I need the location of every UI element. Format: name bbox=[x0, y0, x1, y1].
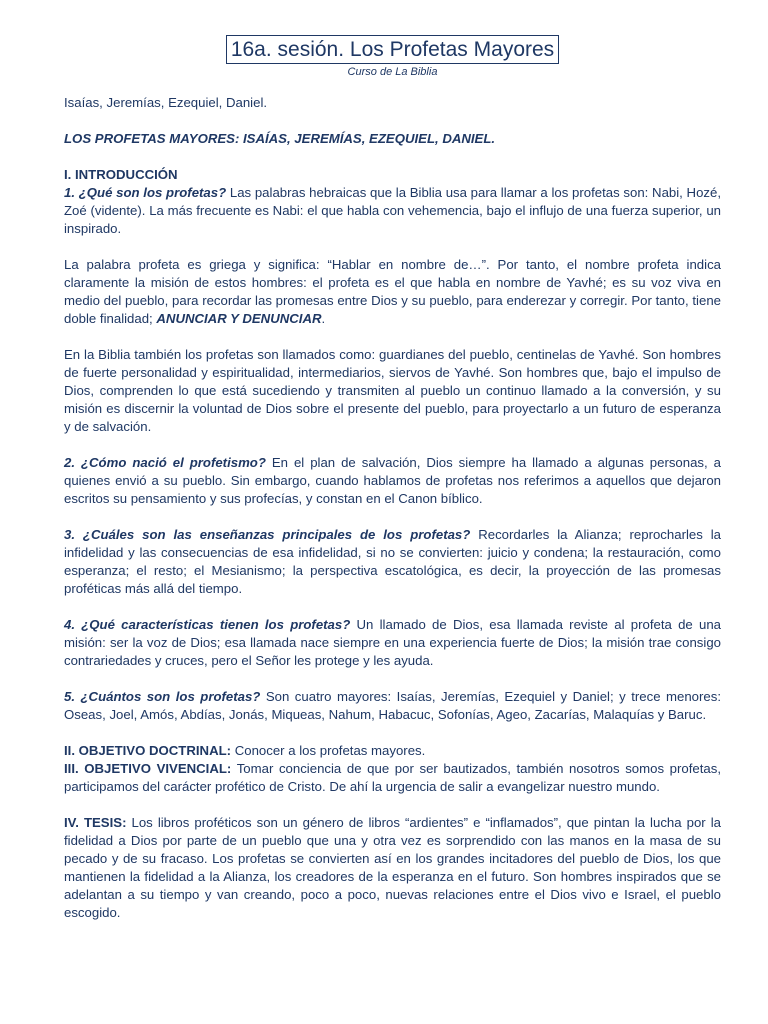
question-1: 1. ¿Qué son los profetas? bbox=[64, 185, 227, 200]
title-block bbox=[64, 35, 721, 64]
page-title: 16a. sesión. Los Profetas Mayores bbox=[226, 35, 559, 64]
paragraph-2-end: . bbox=[321, 311, 326, 326]
paragraph-q1 bbox=[64, 184, 721, 238]
paragraph-3: En la Biblia también los profetas son llamados como: guardianes del pueblo, centinelas de Yavhé. Son hombres de fuerte personalidad y espiritualidad, intermediarios, siervos de Yavhé. Son hombres que, bajo el impulso de Dios, comprenden lo que está sucediendo y transmiten al pueblo un continuo llamado a la conversión, y su misión es discernir la voluntad de Dios sobre el presente del pueblo, para proyectarlo a un futuro de esperanza y de salvación. bbox=[64, 347, 721, 434]
paragraph-objetivo-vivencial bbox=[64, 760, 721, 796]
answer-2: En el plan de salvación, Dios siempre ha llamado a algunas personas, a quienes envió a su pueblo. Sin embargo, cuando hablamos de profetas nos referimos a aquellos que dejaron escritos su pensamiento y sus profecías, y constan en el Canon bíblico. bbox=[64, 455, 721, 506]
page-subtitle: Curso de La Biblia bbox=[347, 66, 438, 78]
question-2: 2. ¿Cómo nació el profetismo? bbox=[64, 455, 266, 470]
paragraph-tesis bbox=[64, 814, 721, 922]
introduction-heading: I. INTRODUCCIÓN bbox=[64, 167, 178, 182]
answer-1: Las palabras hebraicas que la Biblia usa para llamar a los profetas son: Nabi, Hozé, Zoé (vidente). La más frecuente es Nabi: el que habla con vehemencia, bajo el influjo de una fuerza superior, un inspirado. bbox=[64, 185, 721, 236]
paragraph-q2 bbox=[64, 454, 721, 508]
paragraph-2-emphasis: ANUNCIAR Y DENUNCIAR bbox=[156, 311, 322, 326]
objetivo-vivencial-text: Tomar conciencia de que por ser bautizados, también nosotros somos profetas, participamos del carácter profético de Cristo. De ahí la urgencia de salir a evangelizar nuestro mundo. bbox=[64, 761, 721, 794]
answer-5: Son cuatro mayores: Isaías, Jeremías, Ezequiel y Daniel; y trece menores: Oseas, Joel, Amós, Abdías, Jonás, Miqueas, Nahum, Habacuc, Sofonías, Ageo, Zacarías, Malaquías y Baruc. bbox=[64, 689, 721, 722]
objetivo-doctrinal-text: Conocer a los profetas mayores. bbox=[231, 743, 426, 758]
question-3: 3. ¿Cuáles son las enseñanzas principales de los profetas? bbox=[64, 527, 471, 542]
question-5: 5. ¿Cuántos son los profetas? bbox=[64, 689, 261, 704]
question-4: 4. ¿Qué características tienen los profetas? bbox=[64, 617, 351, 632]
objetivo-vivencial-label: III. OBJETIVO VIVENCIAL: bbox=[64, 761, 232, 776]
tesis-text: Los libros proféticos son un género de libros “ardientes” e “inflamados”, que pintan la lucha por la fidelidad a Dios por parte de un pueblo que una y otra vez es sorprendido con las manos en la masa de su pecado y de su fracaso. Los profetas se convierten así en los grandes incitadores del pueblo de Dios, los que mantienen la fidelidad a la Alianza, los creadores de la esperanza en el futuro. Son hombres inspirados que se adelantan a su tiempo y van creando, poco a poco, nuevas relaciones entre el Dios vivo e Israel, el pueblo escogido. bbox=[64, 815, 721, 920]
paragraph-2 bbox=[64, 256, 721, 328]
paragraph-q5 bbox=[64, 688, 721, 724]
objetivo-doctrinal-label: II. OBJETIVO DOCTRINAL: bbox=[64, 743, 232, 758]
intro-line: Isaías, Jeremías, Ezequiel, Daniel. bbox=[64, 95, 268, 110]
answer-4: Un llamado de Dios, esa llamada reviste al profeta de una misión: ser la voz de Dios; esa llamada nace siempre en una experiencia fuerte de Dios; la misión trae consigo contrariedades y cruces, pero el Señor les protege y les ayuda. bbox=[64, 617, 721, 668]
paragraph-objetivo-doctrinal bbox=[64, 742, 721, 760]
paragraph-2-text: La palabra profeta es griega y significa: “Hablar en nombre de…”. Por tanto, el nombre profeta indica claramente la misión de estos hombres: el profeta es el que habla en nombre de Yavhé; es su voz viva en medio del pueblo, para recordar las promesas entre Dios y su pueblo, para enderezar y corregir. Por tanto, tiene doble finalidad; bbox=[64, 257, 721, 326]
section-heading: LOS PROFETAS MAYORES: ISAÍAS, JEREMÍAS, EZEQUIEL, DANIEL. bbox=[64, 131, 496, 146]
tesis-label: IV. TESIS: bbox=[64, 815, 127, 830]
paragraph-q4 bbox=[64, 616, 721, 670]
paragraph-q3 bbox=[64, 526, 721, 598]
answer-3: Recordarles la Alianza; reprocharles la infidelidad y las consecuencias de esa infidelidad, si no se convierten: juicio y condena; la restauración, como esperanza; el resto; el Mesianismo; la perspectiva escatológica, es decir, la proyección de las promesas proféticas más allá del tiempo. bbox=[64, 527, 721, 596]
document-page bbox=[64, 0, 721, 922]
